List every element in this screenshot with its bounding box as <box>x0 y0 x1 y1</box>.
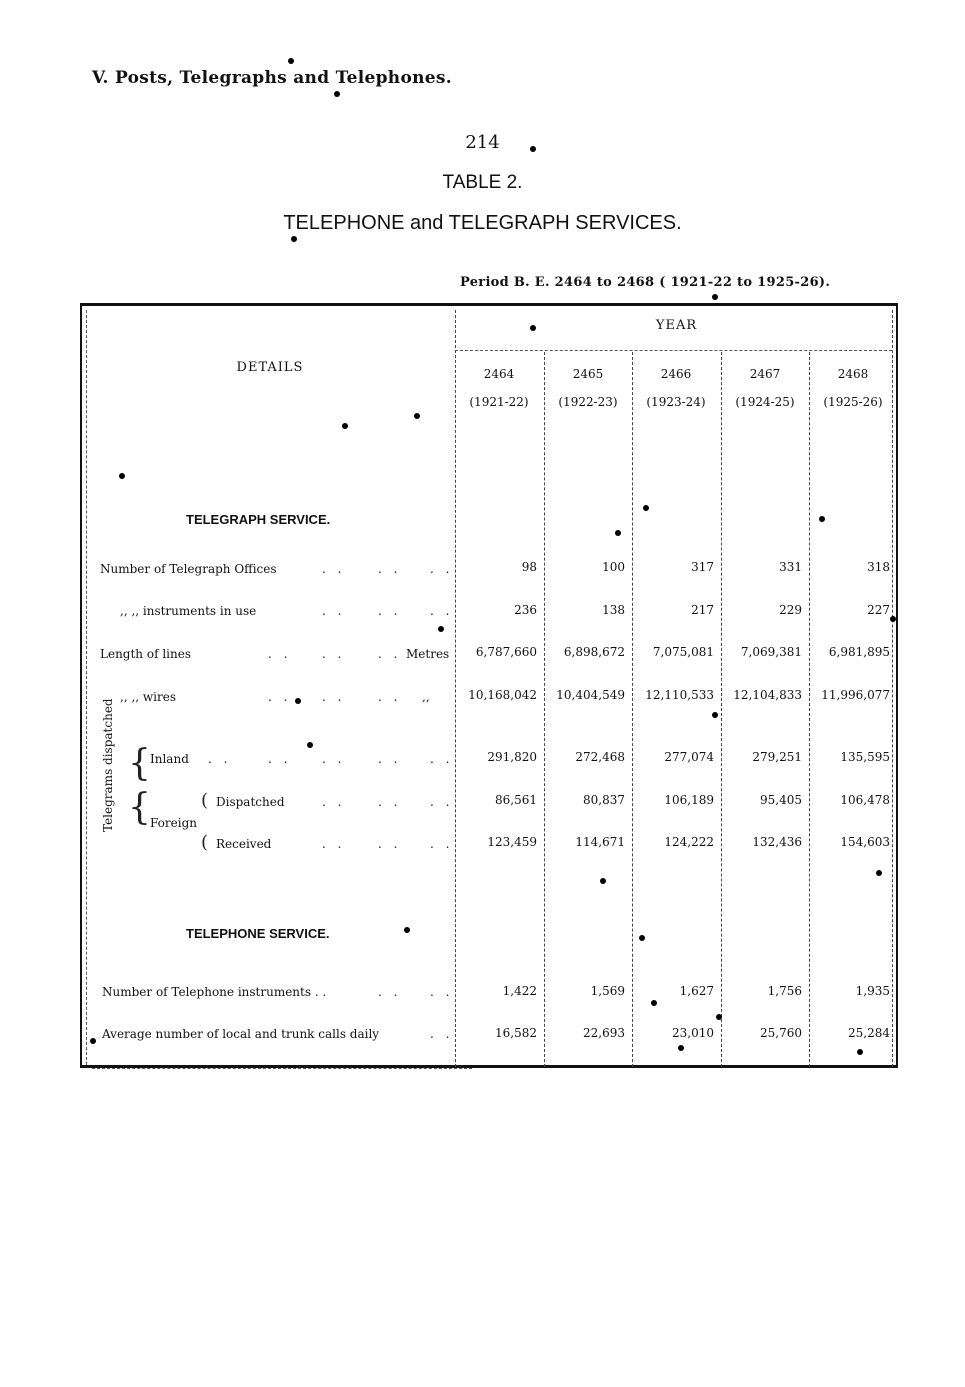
table-cell: 10,404,549 <box>556 688 625 702</box>
leader-dots: . . <box>322 604 346 618</box>
year-ce: (1925-26) <box>823 395 883 409</box>
leader-dots: . . <box>378 690 402 704</box>
year-be: 2467 <box>749 367 781 381</box>
period-caption: Period B. E. 2464 to 2468 ( 1921-22 to 1925-26). <box>460 275 831 290</box>
table-cell: 114,671 <box>575 835 625 849</box>
ink-speck <box>404 927 410 933</box>
ink-speck <box>643 505 649 511</box>
row-label: Received <box>216 837 272 851</box>
table-cell: 11,996,077 <box>821 688 890 702</box>
table-cell: 124,222 <box>664 835 714 849</box>
table-cell: 217 <box>691 603 714 617</box>
leader-dots: . . <box>378 795 402 809</box>
year-be: 2466 <box>660 367 692 381</box>
year-rule <box>455 350 892 351</box>
year-ce: (1924-25) <box>735 395 795 409</box>
leader-dots: . . <box>268 690 292 704</box>
ink-speck <box>615 530 621 536</box>
table-cell: 106,189 <box>664 793 714 807</box>
ink-speck <box>819 516 825 522</box>
year-heading: YEAR <box>655 318 698 333</box>
group-brace: { <box>128 787 151 828</box>
table-cell: 236 <box>514 603 537 617</box>
group-brace: { <box>128 743 151 784</box>
leader-dots: . . <box>430 985 454 999</box>
ink-speck <box>295 698 301 704</box>
leader-dots: . . <box>430 837 454 851</box>
table-cell: 6,981,895 <box>828 645 890 659</box>
telegraph-section-heading: TELEGRAPH SERVICE. <box>186 512 331 527</box>
year-column-header <box>633 360 719 416</box>
column-divider <box>544 352 545 1067</box>
ink-speck <box>600 878 606 884</box>
ink-speck <box>712 712 718 718</box>
table-cell: 95,405 <box>760 793 802 807</box>
row-label: Number of Telephone instruments . . <box>102 985 327 999</box>
table-cell: 229 <box>779 603 802 617</box>
table-cell: 22,693 <box>583 1026 625 1040</box>
table-cell: 1,935 <box>855 984 890 998</box>
year-ce: (1923-24) <box>646 395 706 409</box>
ink-speck <box>890 616 896 622</box>
year-be: 2468 <box>837 367 869 381</box>
table-cell: 6,787,660 <box>475 645 537 659</box>
row-label: ,, ,, instruments in use <box>120 604 257 618</box>
table-cell: 23,010 <box>672 1026 714 1040</box>
group-brace: ( <box>201 832 209 853</box>
table-cell: 6,898,672 <box>563 645 625 659</box>
leader-dots: . . <box>430 604 454 618</box>
page-number: 214 <box>465 132 500 153</box>
ink-speck <box>119 473 125 479</box>
table-cell: 277,074 <box>664 750 714 764</box>
column-divider <box>892 310 893 1067</box>
ink-speck <box>678 1045 684 1051</box>
leader-dots: . . <box>322 690 346 704</box>
ink-speck <box>90 1038 96 1044</box>
table-cell: 135,595 <box>840 750 890 764</box>
leader-dots: . . <box>378 604 402 618</box>
table-cell: 227 <box>867 603 890 617</box>
ink-speck <box>651 1000 657 1006</box>
table-cell: 80,837 <box>583 793 625 807</box>
leader-dots: . . <box>378 647 402 661</box>
table-cell: 132,436 <box>752 835 802 849</box>
table-cell: 100 <box>602 560 625 574</box>
column-divider <box>632 352 633 1067</box>
table-cell: 25,284 <box>848 1026 890 1040</box>
ink-speck <box>291 236 297 242</box>
table-number: TABLE 2. <box>442 172 523 193</box>
table-cell: 291,820 <box>487 750 537 764</box>
ink-speck <box>438 626 444 632</box>
year-column-header <box>456 360 542 416</box>
year-ce: (1921-22) <box>469 395 529 409</box>
row-label: Inland <box>150 752 189 766</box>
ink-speck <box>414 413 420 419</box>
bottom-rule <box>92 1068 472 1069</box>
row-label: Number of Telegraph Offices <box>100 562 277 576</box>
leader-dots: . . <box>378 562 402 576</box>
ink-speck <box>712 294 718 300</box>
table-cell: 12,104,833 <box>733 688 802 702</box>
row-label: Dispatched <box>216 795 285 809</box>
year-column-header <box>810 360 896 416</box>
table-cell: 106,478 <box>840 793 890 807</box>
row-label: Length of lines <box>100 647 191 661</box>
leader-dots: . . <box>322 752 346 766</box>
leader-dots: . . <box>430 1027 454 1041</box>
table-cell: 1,627 <box>679 984 714 998</box>
table-title: TELEPHONE and TELEGRAPH SERVICES. <box>283 212 682 234</box>
table-cell: 154,603 <box>840 835 890 849</box>
leader-dots: . . <box>322 837 346 851</box>
row-label: ,, ,, wires <box>120 690 176 704</box>
section-title: V. Posts, Telegraphs and Telephones. <box>92 68 452 88</box>
table-cell: 138 <box>602 603 625 617</box>
ink-speck <box>288 58 294 64</box>
table-cell: 10,168,042 <box>468 688 537 702</box>
table-cell: 318 <box>867 560 890 574</box>
year-column-header <box>545 360 631 416</box>
ink-speck <box>334 91 340 97</box>
table-cell: 7,069,381 <box>740 645 802 659</box>
unit-label: Metres <box>406 647 450 661</box>
table-cell: 7,075,081 <box>652 645 714 659</box>
table-cell: 25,760 <box>760 1026 802 1040</box>
table-cell: 123,459 <box>487 835 537 849</box>
table-cell: 1,422 <box>502 984 537 998</box>
column-divider <box>809 352 810 1067</box>
table-cell: 279,251 <box>752 750 802 764</box>
ink-speck <box>857 1049 863 1055</box>
table-cell: 1,756 <box>767 984 802 998</box>
ink-speck <box>307 742 313 748</box>
table-cell: 98 <box>521 560 537 574</box>
leader-dots: . . <box>430 562 454 576</box>
year-be: 2464 <box>483 367 515 381</box>
group-brace: ( <box>201 790 209 811</box>
year-ce: (1922-23) <box>558 395 618 409</box>
year-be: 2465 <box>572 367 604 381</box>
table-cell: 1,569 <box>590 984 625 998</box>
details-heading: DETAILS <box>236 360 304 375</box>
leader-dots: . . <box>268 647 292 661</box>
foreign-label: Foreign <box>150 816 197 830</box>
table-cell: 86,561 <box>495 793 537 807</box>
leader-dots: . . <box>322 562 346 576</box>
leader-dots: . . <box>322 795 346 809</box>
ink-speck <box>876 870 882 876</box>
unit-label: ,, <box>422 690 430 704</box>
table-inner-rule <box>86 310 87 1065</box>
ink-speck <box>342 423 348 429</box>
leader-dots: . . <box>268 752 292 766</box>
leader-dots: . . <box>378 837 402 851</box>
leader-dots: . . <box>430 752 454 766</box>
leader-dots: . . <box>322 647 346 661</box>
table-frame <box>80 303 898 1068</box>
leader-dots: . . <box>378 985 402 999</box>
ink-speck <box>716 1014 722 1020</box>
table-cell: 16,582 <box>495 1026 537 1040</box>
table-cell: 272,468 <box>575 750 625 764</box>
year-column-header <box>722 360 808 416</box>
telephone-section-heading: TELEPHONE SERVICE. <box>186 926 330 941</box>
telegrams-dispatched-label: Telegrams dispatched <box>101 698 115 832</box>
leader-dots: . . <box>378 752 402 766</box>
table-cell: 12,110,533 <box>645 688 714 702</box>
table-cell: 331 <box>779 560 802 574</box>
ink-speck <box>530 146 536 152</box>
column-divider <box>721 352 722 1067</box>
row-label: Average number of local and trunk calls daily <box>102 1027 380 1041</box>
ink-speck <box>639 935 645 941</box>
leader-dots: . . <box>430 795 454 809</box>
ink-speck <box>530 325 536 331</box>
table-cell: 317 <box>691 560 714 574</box>
leader-dots: . . <box>208 752 232 766</box>
